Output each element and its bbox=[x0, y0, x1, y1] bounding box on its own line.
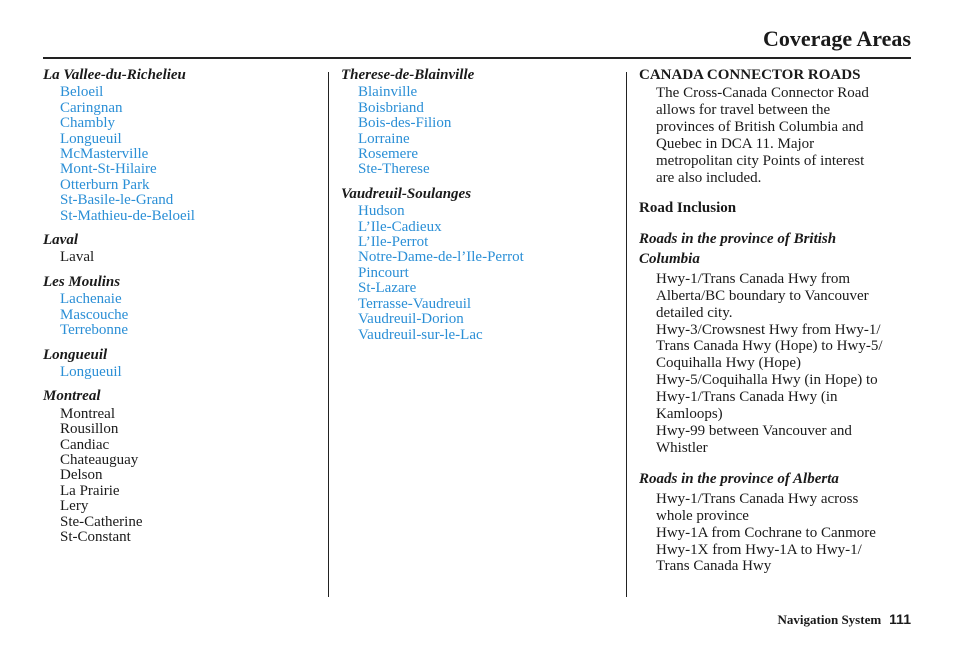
city-link[interactable]: Mont-St-Hilaire bbox=[60, 161, 157, 178]
road-line: Hwy-1X from Hwy-1A to Hwy-1/ bbox=[656, 541, 862, 558]
city-link[interactable]: Boisbriand bbox=[358, 99, 424, 116]
city-link[interactable]: Hudson bbox=[358, 203, 405, 220]
city-link[interactable]: Rosemere bbox=[358, 146, 418, 163]
city-name: Rousillon bbox=[60, 421, 119, 438]
city-link[interactable]: Chambly bbox=[60, 115, 115, 132]
city-link[interactable]: Mascouche bbox=[60, 306, 129, 323]
road-line: Alberta/BC boundary to Vancouver bbox=[656, 287, 869, 304]
region-heading: La Vallee-du-Richelieu bbox=[43, 67, 186, 83]
road-line: Whistler bbox=[656, 439, 708, 456]
page-title: Coverage Areas bbox=[762, 26, 911, 51]
connector-text-line: The Cross-Canada Connector Road bbox=[656, 85, 869, 102]
connector-text-line: provinces of British Columbia and bbox=[656, 119, 864, 136]
city-name: Lery bbox=[60, 498, 89, 515]
city-link[interactable]: Beloeil bbox=[60, 84, 104, 101]
alberta-heading: Roads in the province of Alberta bbox=[639, 470, 839, 487]
city-name: Laval bbox=[60, 249, 95, 266]
alberta-roads-list bbox=[639, 491, 919, 576]
city-link[interactable]: Otterburn Park bbox=[60, 176, 150, 193]
city-link[interactable]: L’Ile-Cadieux bbox=[358, 218, 442, 235]
column-3 bbox=[639, 68, 919, 575]
city-name: Ste-Catherine bbox=[60, 513, 143, 530]
connector-paragraph bbox=[639, 85, 919, 187]
city-link[interactable]: Longueuil bbox=[60, 363, 122, 380]
city-link[interactable]: Ste-Therese bbox=[358, 161, 430, 178]
region-heading: Montreal bbox=[43, 388, 101, 405]
road-line: Hwy-5/Coquihalla Hwy (in Hope) to bbox=[656, 372, 878, 389]
city-link[interactable]: Pincourt bbox=[358, 264, 409, 281]
column-2 bbox=[341, 68, 621, 343]
city-list bbox=[43, 250, 323, 265]
road-line: Hwy-1/Trans Canada Hwy across bbox=[656, 490, 859, 507]
city-link[interactable]: Bois-des-Filion bbox=[358, 115, 452, 132]
footer-label: Navigation System bbox=[777, 612, 882, 627]
road-line: Kamloops) bbox=[656, 406, 723, 423]
city-link[interactable]: St-Mathieu-de-Beloeil bbox=[60, 207, 195, 224]
connector-text-line: allows for travel between the bbox=[656, 102, 831, 119]
bc-roads-list bbox=[639, 271, 919, 457]
road-line: Hwy-3/Crowsnest Hwy from Hwy-1/ bbox=[656, 321, 881, 338]
city-list bbox=[43, 365, 323, 380]
region-heading: Laval bbox=[43, 232, 78, 249]
city-link[interactable]: Notre-Dame-de-l’Ile-Perrot bbox=[358, 249, 524, 266]
city-link[interactable]: Longueuil bbox=[60, 130, 122, 147]
column-divider-1 bbox=[328, 72, 329, 597]
road-line: Coquihalla Hwy (Hope) bbox=[656, 355, 801, 372]
city-name: La Prairie bbox=[60, 482, 120, 499]
city-link[interactable]: Vaudreuil-sur-le-Lac bbox=[358, 326, 483, 343]
connector-text-line: metropolitan city Points of interest bbox=[656, 153, 865, 170]
region-heading: Longueuil bbox=[43, 346, 108, 363]
road-line: Trans Canada Hwy (Hope) to Hwy-5/ bbox=[656, 338, 883, 355]
city-list bbox=[43, 292, 323, 338]
connector-heading: CANADA CONNECTOR ROADS bbox=[639, 67, 861, 83]
city-name: Delson bbox=[60, 467, 103, 484]
city-name: Chateauguay bbox=[60, 451, 139, 468]
city-name: Candiac bbox=[60, 436, 110, 453]
page-footer bbox=[778, 611, 911, 628]
road-line: Hwy-1/Trans Canada Hwy from bbox=[656, 270, 851, 287]
road-line: Trans Canada Hwy bbox=[656, 558, 772, 575]
road-line: Hwy-1/Trans Canada Hwy (in bbox=[656, 389, 838, 406]
column-divider-2 bbox=[626, 72, 627, 597]
column-1 bbox=[43, 68, 323, 545]
road-line: Hwy-1A from Cochrane to Canmore bbox=[656, 524, 876, 541]
header-rule bbox=[43, 57, 911, 59]
road-line: detailed city. bbox=[656, 304, 733, 321]
city-link[interactable]: St-Basile-le-Grand bbox=[60, 192, 174, 209]
city-name: St-Constant bbox=[60, 528, 131, 545]
city-link[interactable]: Lachenaie bbox=[60, 291, 122, 308]
bc-heading: Roads in the province of British Columbia bbox=[639, 230, 837, 267]
city-link[interactable]: Vaudreuil-Dorion bbox=[358, 311, 464, 328]
region-heading: Therese-de-Blainville bbox=[341, 67, 475, 83]
connector-text-line: are also included. bbox=[656, 170, 762, 187]
region-heading: Les Moulins bbox=[43, 273, 121, 290]
city-list bbox=[43, 85, 323, 224]
road-line: whole province bbox=[656, 507, 749, 524]
city-list bbox=[341, 85, 621, 177]
city-list bbox=[341, 204, 621, 343]
city-list bbox=[43, 407, 323, 546]
city-link[interactable]: L’Ile-Perrot bbox=[358, 234, 429, 251]
city-link[interactable]: Terrebonne bbox=[60, 322, 129, 339]
city-link[interactable]: Caringnan bbox=[60, 99, 123, 116]
page-number: 111 bbox=[889, 611, 911, 627]
region-heading: Vaudreuil-Soulanges bbox=[341, 185, 472, 202]
city-link[interactable]: Blainville bbox=[358, 84, 418, 101]
city-link[interactable]: St-Lazare bbox=[358, 280, 417, 297]
connector-text-line: Quebec in DCA 11. Major bbox=[656, 136, 815, 153]
city-link[interactable]: Lorraine bbox=[358, 130, 410, 147]
road-line: Hwy-99 between Vancouver and bbox=[656, 422, 852, 439]
city-link[interactable]: Terrasse-Vaudreuil bbox=[358, 295, 472, 312]
city-name: Montreal bbox=[60, 405, 115, 422]
road-inclusion-heading: Road Inclusion bbox=[639, 200, 737, 217]
city-link[interactable]: McMasterville bbox=[60, 146, 149, 163]
